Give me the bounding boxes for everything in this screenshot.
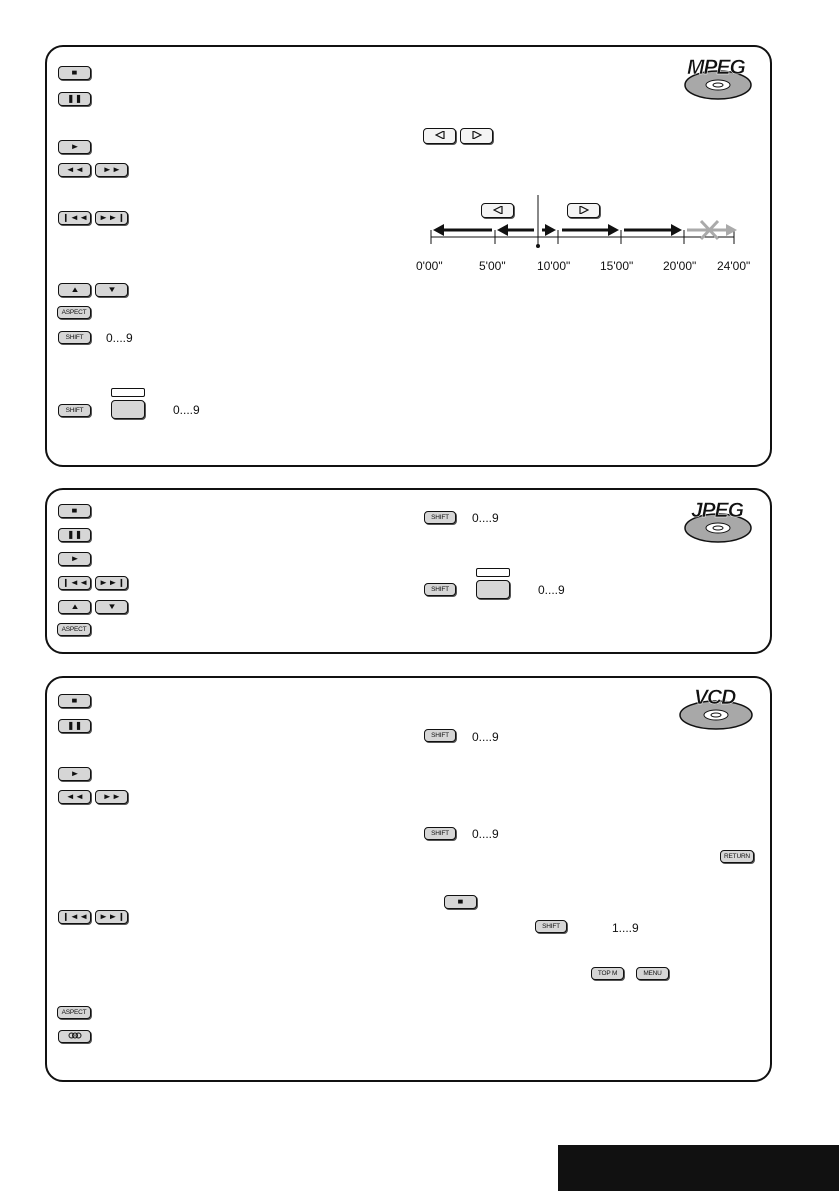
aspect-button[interactable]: ASPECT	[57, 1006, 91, 1019]
number-keys-range: 0....9	[472, 827, 499, 841]
forward-triangle-icon	[579, 206, 589, 216]
timeline-tick-label: 5'00"	[479, 259, 506, 273]
down-button[interactable]	[95, 600, 128, 614]
time-search-diagram	[422, 192, 767, 254]
top-menu-button[interactable]: TOP M	[591, 967, 624, 980]
number-keys-range: 0....9	[173, 403, 200, 417]
pause-icon: ❚❚	[66, 530, 83, 539]
timeline-tick-label: 24'00"	[717, 259, 751, 273]
skip-back-icon: ❙◄◄	[61, 912, 88, 921]
pause-icon: ❚❚	[66, 721, 83, 730]
skip-forward-icon: ►►❙	[98, 578, 125, 587]
play-icon: ►	[69, 554, 80, 563]
diagram-forward-button	[567, 203, 600, 218]
menu-button[interactable]: MENU	[636, 967, 669, 980]
stop-icon: ■	[457, 897, 464, 906]
stop-icon: ■	[71, 696, 78, 705]
shift-button[interactable]: SHIFT	[58, 331, 91, 344]
jpeg-logo-text: JPEG	[691, 499, 744, 522]
shift-button[interactable]: SHIFT	[424, 729, 456, 742]
fast-forward-button[interactable]	[95, 790, 128, 804]
timeline-tick-label: 0'00"	[416, 259, 443, 273]
audio-button[interactable]	[58, 1030, 91, 1043]
slow-reverse-button[interactable]	[423, 128, 456, 144]
play-button[interactable]	[58, 552, 91, 566]
previous-track-button[interactable]	[58, 576, 91, 590]
up-button[interactable]	[58, 283, 91, 297]
shift-button[interactable]: SHIFT	[535, 920, 567, 933]
timeline-tick-label: 20'00"	[663, 259, 697, 273]
up-button[interactable]	[58, 600, 91, 614]
jpeg-panel	[45, 488, 772, 654]
page-tab-bar	[558, 1145, 839, 1191]
timeline-tick-label: 15'00"	[600, 259, 634, 273]
reverse-triangle-icon	[435, 131, 445, 141]
stop-button[interactable]	[58, 504, 91, 518]
fast-forward-button[interactable]	[95, 163, 128, 177]
fast-forward-icon: ►►	[102, 165, 121, 174]
up-arrow-icon: ▲	[69, 602, 80, 611]
down-arrow-icon: ▼	[106, 285, 117, 294]
shift-button[interactable]: SHIFT	[58, 404, 91, 417]
aspect-button[interactable]: ASPECT	[57, 623, 91, 636]
return-button[interactable]: RETURN	[720, 850, 754, 863]
jpeg-disc-logo	[683, 497, 753, 550]
fast-forward-icon: ►►	[102, 792, 121, 801]
audio-channel-icon	[68, 1032, 82, 1041]
pause-icon: ❚❚	[66, 94, 83, 103]
reverse-triangle-icon	[493, 206, 503, 216]
stop-icon: ■	[71, 506, 78, 515]
slow-forward-button[interactable]	[460, 128, 493, 144]
pause-button[interactable]	[58, 719, 91, 733]
shift-button[interactable]: SHIFT	[424, 511, 456, 524]
down-arrow-icon: ▼	[106, 602, 117, 611]
aspect-button[interactable]: ASPECT	[57, 306, 91, 319]
forward-triangle-icon	[472, 131, 482, 141]
play-icon: ►	[69, 142, 80, 151]
mpeg-panel	[45, 45, 772, 467]
previous-track-button[interactable]	[58, 211, 91, 225]
play-icon: ►	[69, 769, 80, 778]
stop-button[interactable]	[58, 694, 91, 708]
stop-icon: ■	[71, 68, 78, 77]
mpeg-logo-text: MPEG	[687, 56, 745, 79]
skip-forward-icon: ►►❙	[98, 213, 125, 222]
pause-button[interactable]	[58, 528, 91, 542]
timeline-tick-label: 10'00"	[537, 259, 571, 273]
down-button[interactable]	[95, 283, 128, 297]
previous-track-button[interactable]	[58, 910, 91, 924]
play-button[interactable]	[58, 140, 91, 154]
stop-button[interactable]	[58, 66, 91, 80]
mpeg-disc-logo	[683, 54, 753, 107]
rewind-button[interactable]	[58, 790, 91, 804]
vcd-panel	[45, 676, 772, 1082]
vcd-logo-text: VCD	[694, 686, 736, 709]
skip-back-icon: ❙◄◄	[61, 213, 88, 222]
blank-button[interactable]	[476, 580, 510, 599]
pause-button[interactable]	[58, 92, 91, 106]
number-keys-range: 0....9	[106, 331, 133, 345]
number-keys-range: 1....9	[612, 921, 639, 935]
up-arrow-icon: ▲	[69, 285, 80, 294]
next-track-button[interactable]	[95, 910, 128, 924]
blank-button[interactable]	[111, 400, 145, 419]
rewind-icon: ◄◄	[65, 792, 84, 801]
skip-back-icon: ❙◄◄	[61, 578, 88, 587]
skip-forward-icon: ►►❙	[98, 912, 125, 921]
label-blank-box	[111, 388, 145, 397]
label-blank-box	[476, 568, 510, 577]
shift-button[interactable]: SHIFT	[424, 827, 456, 840]
rewind-icon: ◄◄	[65, 165, 84, 174]
rewind-button[interactable]	[58, 163, 91, 177]
number-keys-range: 0....9	[472, 511, 499, 525]
stop-button[interactable]	[444, 895, 477, 909]
shift-button[interactable]: SHIFT	[424, 583, 456, 596]
number-keys-range: 0....9	[538, 583, 565, 597]
next-track-button[interactable]	[95, 576, 128, 590]
number-keys-range: 0....9	[472, 730, 499, 744]
next-track-button[interactable]	[95, 211, 128, 225]
play-button[interactable]	[58, 767, 91, 781]
diagram-reverse-button	[481, 203, 514, 218]
vcd-disc-logo	[678, 684, 754, 737]
